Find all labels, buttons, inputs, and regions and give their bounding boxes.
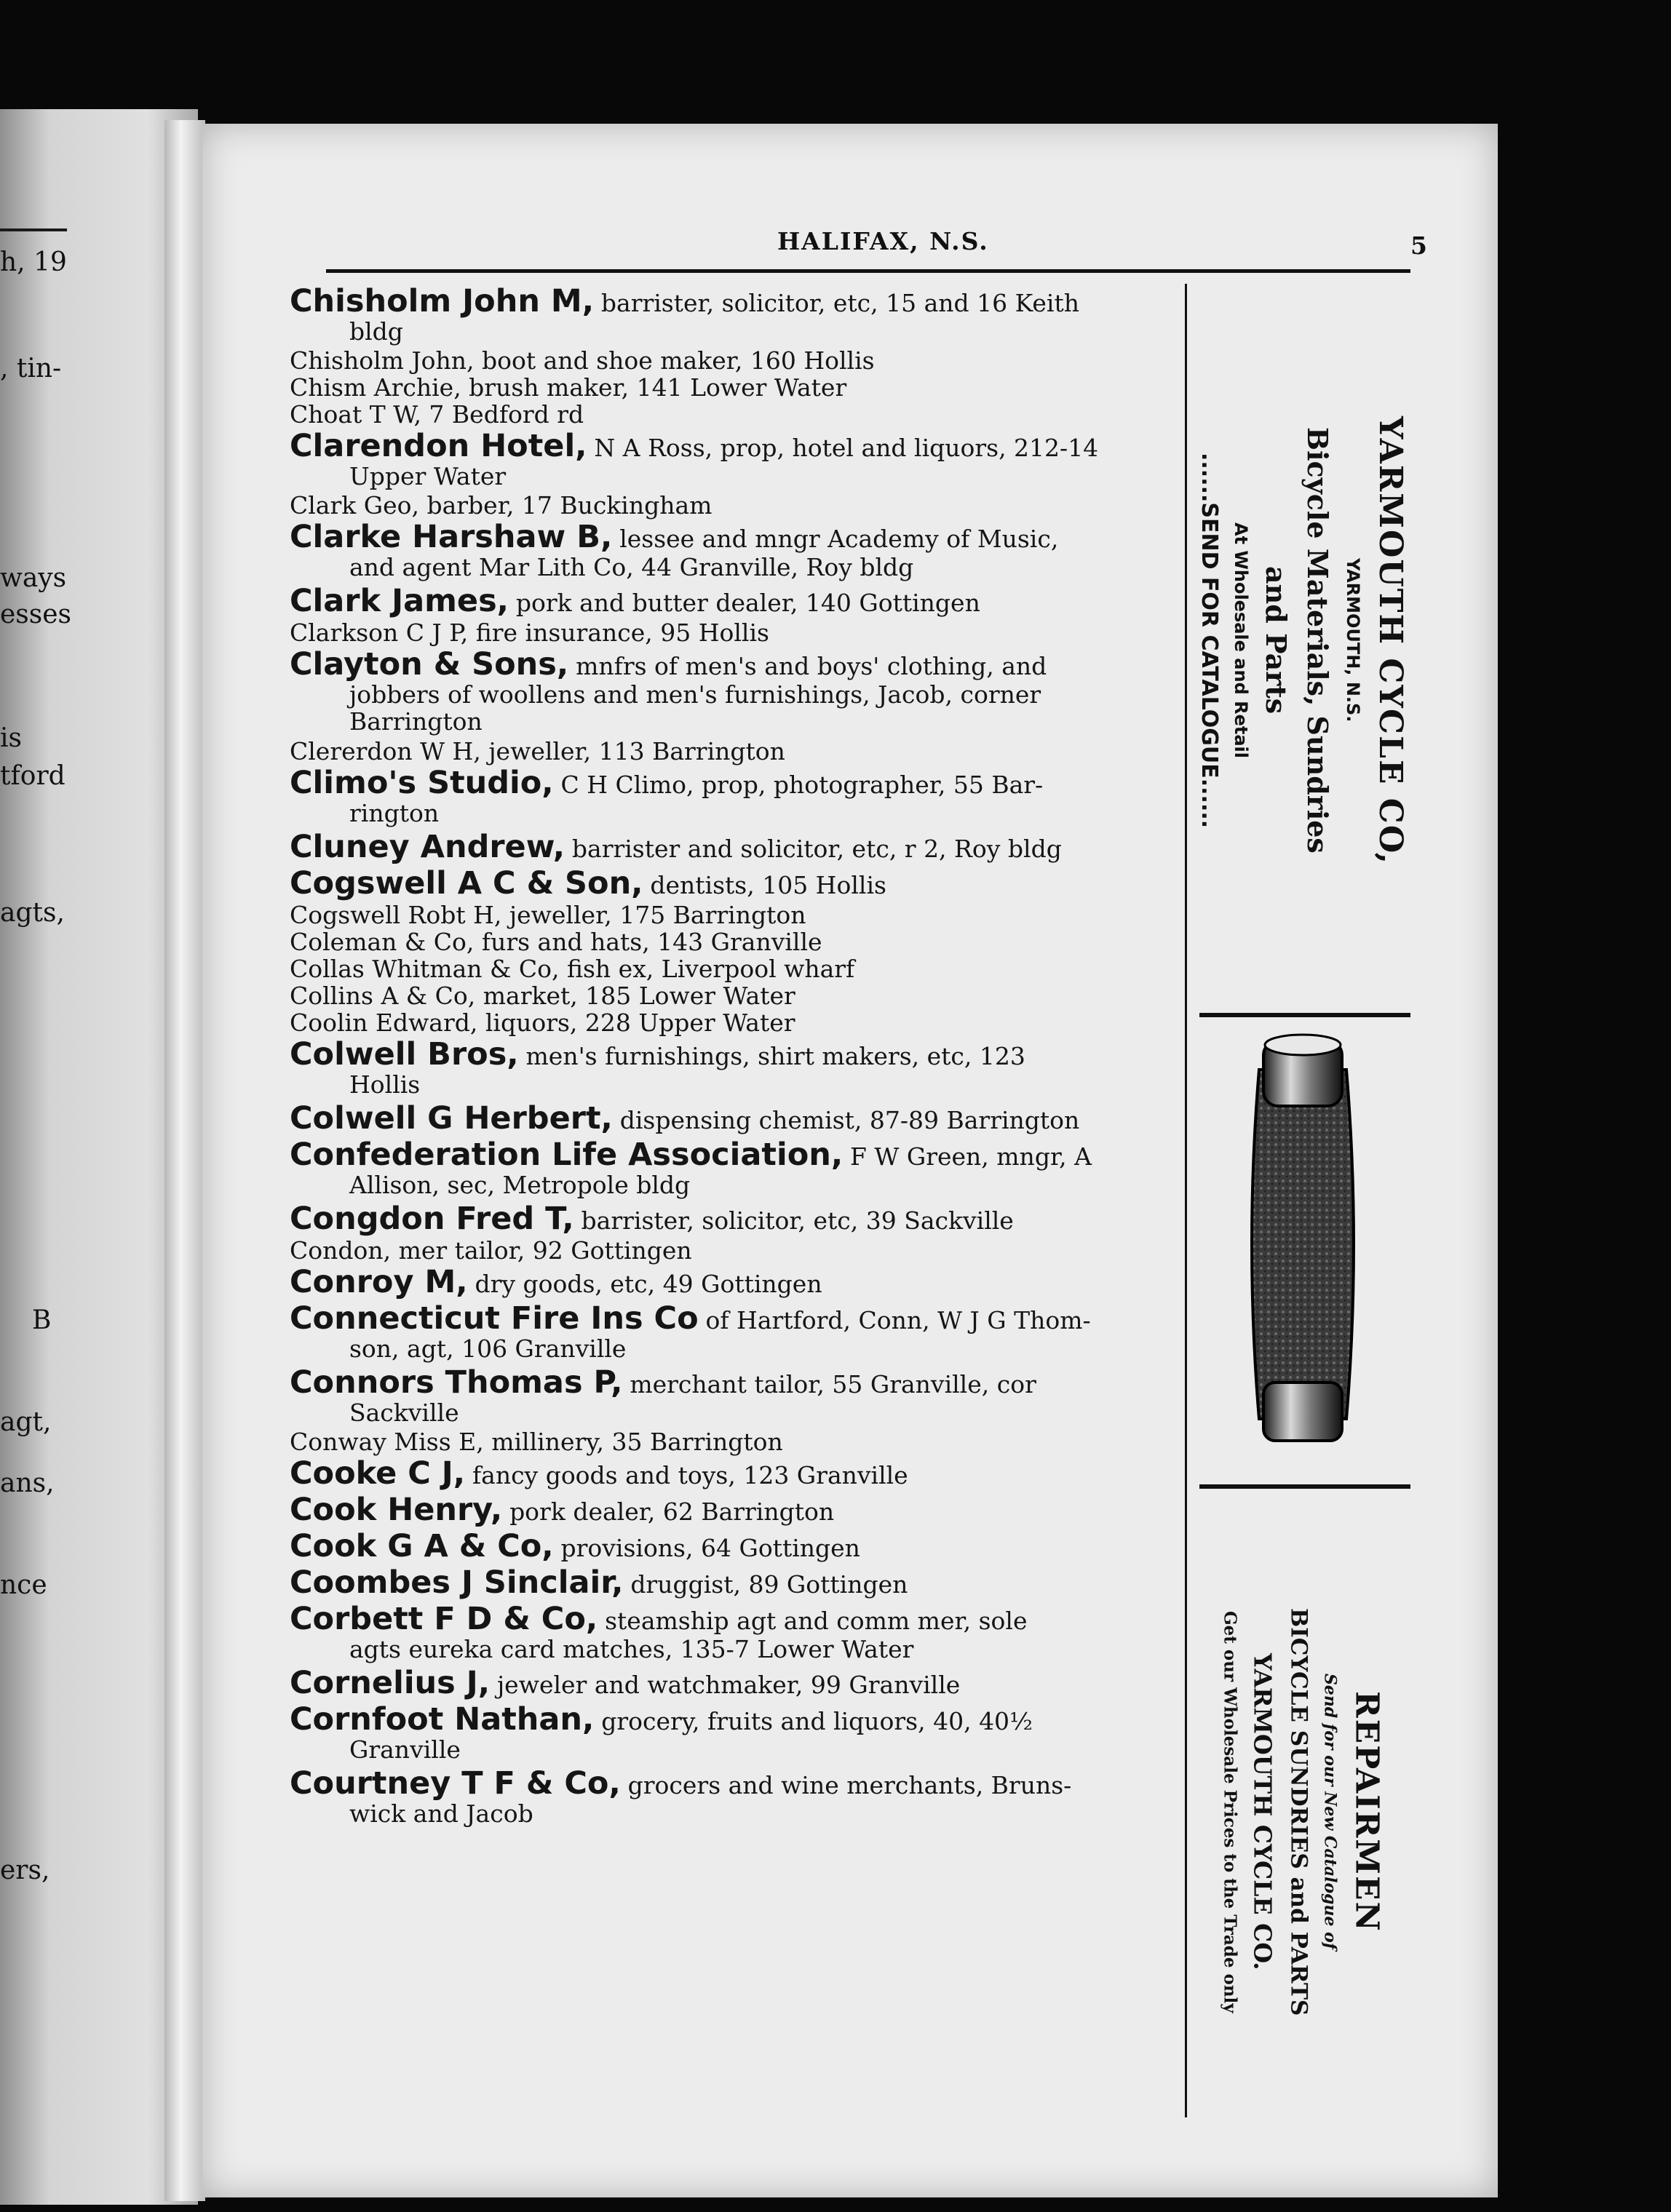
- entry-continuation: bldg: [349, 317, 403, 346]
- advert-divider-top: [1199, 1013, 1410, 1017]
- header-rule: [326, 269, 1410, 273]
- entry-details: fancy goods and toys, 123 Granville: [472, 1461, 908, 1489]
- entry-details: pork and butter dealer, 140 Gottingen: [515, 589, 980, 617]
- entry-details: barrister, solicitor, etc, 39 Sackville: [581, 1206, 1014, 1235]
- entry-name: Cluney Andrew,: [290, 829, 565, 865]
- entry-details: Clark Geo, barber, 17 Buckingham: [290, 491, 713, 520]
- repairmen-company-line: YARMOUTH CYCLE CO.: [1248, 1653, 1277, 1970]
- entry-name: Colwell Bros,: [290, 1036, 519, 1073]
- entry-continuation: rington: [349, 799, 440, 828]
- entry-name: Courtney T F & Co,: [290, 1765, 621, 1802]
- facing-page-fragment: tford: [0, 761, 66, 791]
- facing-page-fragment: esses: [0, 600, 72, 629]
- entry-name: Confederation Life Association,: [290, 1137, 844, 1173]
- repairmen-heading: REPAIRMEN: [1348, 1691, 1386, 1933]
- directory-entry: [290, 1037, 1338, 1099]
- facing-page-fragment: h, 19: [0, 247, 67, 277]
- entry-name: Connors Thomas P,: [290, 1364, 623, 1401]
- facing-page-fragment: ans,: [0, 1468, 55, 1498]
- entry-details: dispensing chemist, 87-89 Barrington: [619, 1106, 1080, 1134]
- entry-details: jeweler and watchmaker, 99 Granville: [496, 1671, 961, 1699]
- entry-details: merchant tailor, 55 Granville, cor: [630, 1370, 1036, 1399]
- bicycle-hub-illustration: [1237, 1026, 1368, 1463]
- directory-entry: [290, 1492, 1338, 1527]
- entry-details: Clererdon W H, jeweller, 113 Barrington: [290, 737, 785, 765]
- entry-details: grocery, fruits and liquors, 40, 40½: [601, 1707, 1033, 1735]
- facing-page-fragment: ways: [0, 563, 67, 593]
- entry-details: Clarkson C J P, fire insurance, 95 Hollis: [290, 618, 769, 647]
- directory-entry: [290, 375, 1338, 402]
- yarmouth-cycle-advert: [1194, 284, 1412, 997]
- entry-continuation: agts eureka card matches, 135-7 Lower Water: [349, 1635, 914, 1664]
- entry-details: F W Green, mngr, A: [850, 1142, 1092, 1171]
- bicycle-hub-icon: [1237, 1026, 1368, 1463]
- entry-details: pork dealer, 62 Barrington: [509, 1497, 835, 1526]
- entry-details: steamship agt and comm mer, sole: [605, 1607, 1028, 1635]
- directory-entry: [290, 1529, 1338, 1564]
- entry-name: Coombes J Sinclair,: [290, 1564, 624, 1601]
- entry-details: Collas Whitman & Co, fish ex, Liverpool wharf: [290, 955, 855, 983]
- directory-entry: [290, 866, 1338, 901]
- entry-details: Collins A & Co, market, 185 Lower Water: [290, 982, 795, 1010]
- entry-details: men's furnishings, shirt makers, etc, 123: [525, 1042, 1025, 1070]
- entry-details: dry goods, etc, 49 Gottingen: [475, 1270, 822, 1298]
- directory-entry: [290, 584, 1338, 618]
- directory-page: [202, 124, 1498, 2197]
- directory-entry: [290, 1766, 1338, 1828]
- entry-details: Chism Archie, brush maker, 141 Lower Water: [290, 373, 847, 402]
- repairmen-advert: [1194, 1506, 1412, 2117]
- directory-entry: [290, 1101, 1338, 1136]
- ad-line-wholesale: At Wholesale and Retail: [1231, 522, 1251, 758]
- entry-name: Cook G A & Co,: [290, 1528, 554, 1564]
- entry-continuation: Barrington: [349, 707, 483, 736]
- entry-name: Clark James,: [290, 583, 509, 619]
- directory-entry: [290, 429, 1338, 490]
- ad-line-parts: and Parts: [1260, 566, 1293, 715]
- entry-continuation: wick and Jacob: [349, 1799, 533, 1829]
- book-gutter: [164, 120, 205, 2201]
- entry-details: mnfrs of men's and boys' clothing, and: [576, 652, 1047, 680]
- directory-entry: [290, 1666, 1338, 1700]
- facing-page-fragment: is: [0, 723, 22, 753]
- directory-entry: [290, 956, 1338, 983]
- directory-entry: [290, 1238, 1338, 1265]
- directory-entry: [290, 1201, 1338, 1236]
- entry-name: Colwell G Herbert,: [290, 1100, 613, 1137]
- facing-page-fragment: agts,: [0, 898, 65, 928]
- directory-entry: [290, 520, 1338, 581]
- directory-entry: [290, 284, 1338, 346]
- entry-details: grocers and wine merchants, Bruns-: [627, 1771, 1072, 1799]
- entry-name: Connecticut Fire Ins Co: [290, 1300, 699, 1337]
- directory-entry: [290, 1565, 1338, 1600]
- entry-details: Chisholm John, boot and shoe maker, 160 Hollis: [290, 346, 875, 375]
- entry-details: Coleman & Co, furs and hats, 143 Granville: [290, 928, 822, 956]
- entry-name: Corbett F D & Co,: [290, 1601, 598, 1637]
- facing-page-fragment: , tin-: [0, 354, 62, 383]
- entry-details: Cogswell Robt H, jeweller, 175 Barrington: [290, 901, 806, 929]
- advertisement-panel: [1194, 284, 1412, 2125]
- page-number: 5: [1410, 231, 1427, 260]
- advert-divider-bottom: [1199, 1484, 1410, 1489]
- entry-details: Condon, mer tailor, 92 Gottingen: [290, 1236, 692, 1265]
- entry-name: Cogswell A C & Son,: [290, 865, 643, 902]
- ad-line-materials: Bicycle Materials, Sundries: [1301, 427, 1334, 854]
- entry-details: Conway Miss E, millinery, 35 Barrington: [290, 1428, 783, 1456]
- entry-name: Congdon Fred T,: [290, 1201, 574, 1237]
- facing-page-fragment: ers,: [0, 1855, 50, 1885]
- directory-entry: [290, 830, 1338, 864]
- directory-entry: [290, 902, 1338, 929]
- column-divider: [1185, 284, 1187, 2117]
- entry-details: of Hartford, Conn, W J G Thom-: [705, 1306, 1091, 1334]
- directory-entry: [290, 1365, 1338, 1427]
- entry-details: barrister, solicitor, etc, 15 and 16 Keith: [600, 289, 1079, 317]
- entry-continuation: son, agt, 106 Granville: [349, 1334, 627, 1364]
- entry-continuation: jobbers of woollens and men's furnishings, Jacob, corner: [349, 680, 1041, 709]
- entry-continuation: and agent Mar Lith Co, 44 Granville, Roy bldg: [349, 553, 914, 582]
- entry-details: N A Ross, prop, hotel and liquors, 212-14: [594, 434, 1099, 462]
- entry-continuation: Hollis: [349, 1070, 421, 1099]
- entry-details: druggist, 89 Gottingen: [630, 1570, 908, 1599]
- entry-details: Coolin Edward, liquors, 228 Upper Water: [290, 1008, 795, 1037]
- directory-entry: [290, 929, 1338, 956]
- ad-company-name: YARMOUTH CYCLE CO,: [1372, 415, 1409, 865]
- directory-entry: [290, 1602, 1338, 1663]
- directory-entry: [290, 1429, 1338, 1456]
- ad-location: YARMOUTH, N.S.: [1343, 558, 1363, 723]
- entry-details: barrister and solicitor, etc, r 2, Roy bldg: [571, 835, 1062, 863]
- entry-continuation: Granville: [349, 1735, 461, 1765]
- ad-send-for-catalogue: ......SEND FOR CATALOGUE......: [1196, 452, 1222, 829]
- directory-entry: [290, 739, 1338, 765]
- facing-page-fragment: agt,: [0, 1407, 52, 1437]
- facing-page-fragment: B: [32, 1305, 52, 1335]
- repairmen-sundries-line: BICYCLE SUNDRIES and PARTS: [1285, 1607, 1312, 2016]
- running-head: HALIFAX, N.S.: [777, 227, 989, 255]
- directory-entry: [290, 493, 1338, 520]
- entry-name: Cook Henry,: [290, 1492, 503, 1528]
- directory-entry: [290, 765, 1338, 827]
- entry-continuation: Allison, sec, Metropole bldg: [349, 1171, 691, 1200]
- entry-details: lessee and mngr Academy of Music,: [619, 525, 1059, 553]
- entry-continuation: Sackville: [349, 1399, 459, 1428]
- facing-page-rule: [0, 228, 67, 231]
- directory-entry: [290, 1137, 1338, 1199]
- directory-entry: [290, 348, 1338, 375]
- entry-name: Conroy M,: [290, 1264, 468, 1300]
- directory-entry: [290, 647, 1338, 736]
- directory-entry: [290, 1702, 1338, 1764]
- entry-details: dentists, 105 Hollis: [650, 871, 886, 899]
- entry-name: Chisholm John M,: [290, 283, 595, 319]
- directory-entry: [290, 983, 1338, 1010]
- entry-name: Cornfoot Nathan,: [290, 1701, 595, 1738]
- entry-details: C H Climo, prop, photographer, 55 Bar-: [560, 771, 1044, 799]
- entry-name: Clarendon Hotel,: [290, 428, 587, 464]
- entry-continuation: Upper Water: [349, 462, 507, 491]
- entry-details: Choat T W, 7 Bedford rd: [290, 400, 584, 429]
- entry-name: Cornelius J,: [290, 1665, 491, 1701]
- directory-entry: [290, 1301, 1338, 1363]
- entry-name: Climo's Studio,: [290, 765, 554, 801]
- directory-entry: [290, 1456, 1338, 1491]
- directory-entry: [290, 1010, 1338, 1037]
- directory-entry: [290, 402, 1338, 429]
- repairmen-send-line: Send for our New Catalogue of: [1320, 1674, 1340, 1950]
- directory-entry: [290, 620, 1338, 647]
- entry-name: Clayton & Sons,: [290, 646, 569, 683]
- entry-details: provisions, 64 Gottingen: [560, 1534, 860, 1562]
- entry-name: Cooke C J,: [290, 1455, 466, 1492]
- directory-entry: [290, 1265, 1338, 1300]
- entry-name: Clarke Harshaw B,: [290, 519, 613, 555]
- repairmen-wholesale-line: Get our Wholesale Prices to the Trade only: [1220, 1610, 1240, 2013]
- facing-page-fragment: nce: [0, 1570, 47, 1600]
